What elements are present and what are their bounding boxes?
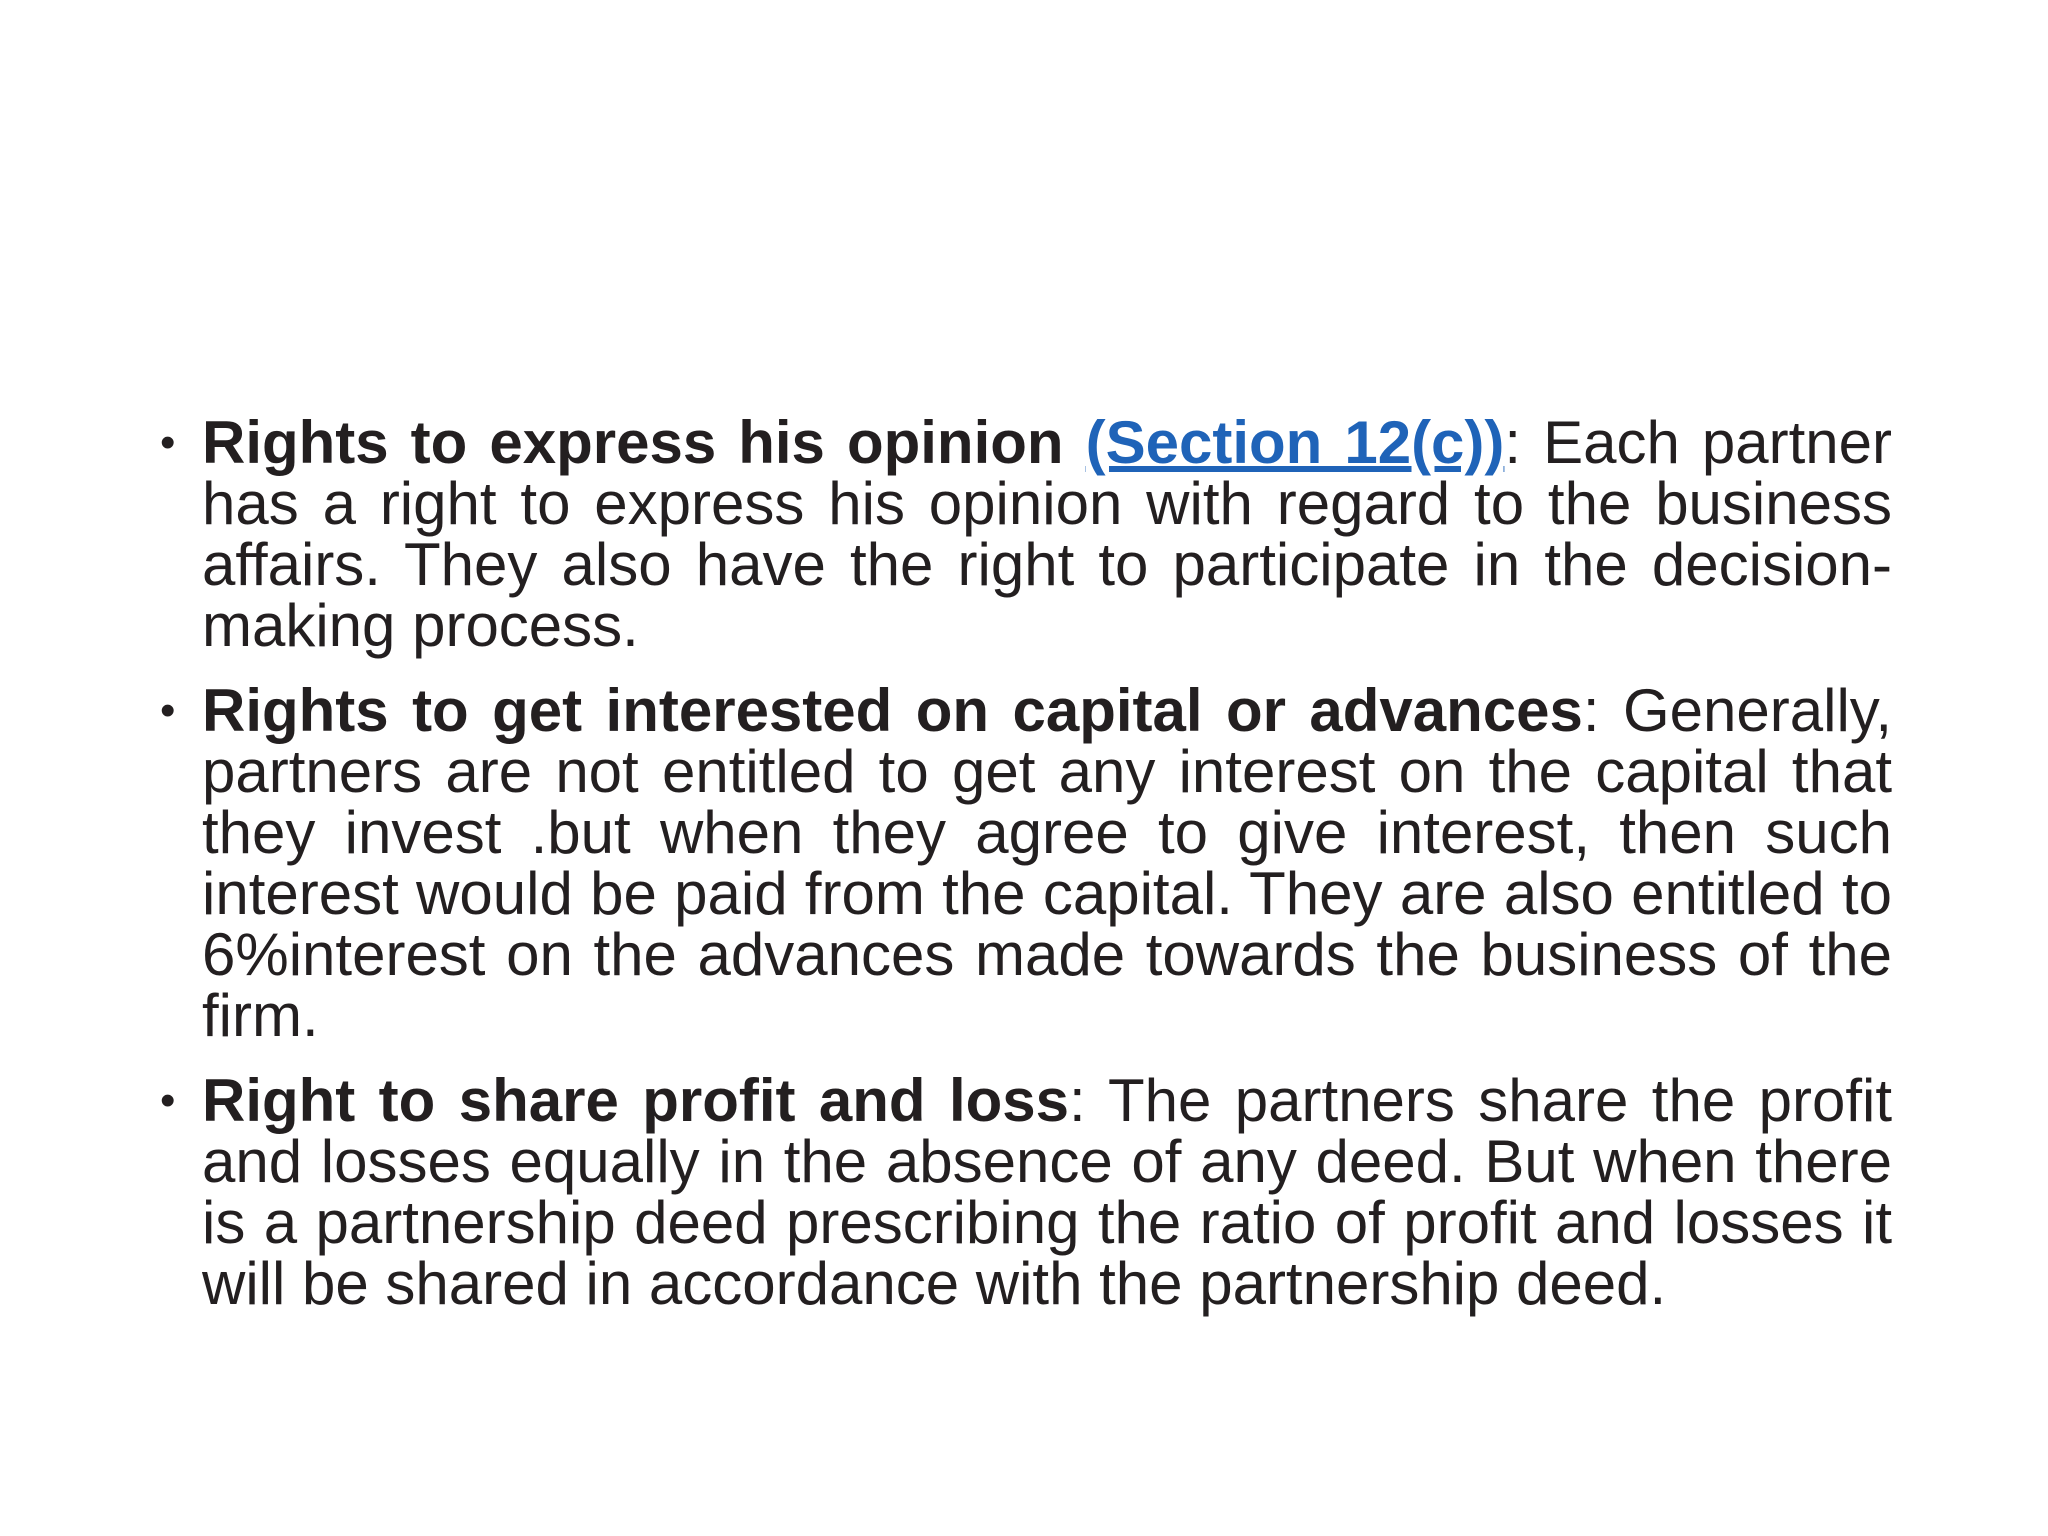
term-separator: : [1069, 1067, 1086, 1134]
bullet-item-interest-capital [160, 677, 1892, 1049]
bullet-item-express-opinion [160, 409, 1892, 659]
section-link[interactable]: (Section 12(c)) [1085, 409, 1505, 476]
term-separator: : [1504, 409, 1522, 476]
bullet-term: Rights to express his opinion [202, 409, 1064, 476]
bullet-body: The partners share the profit and losses equally in the absence of any deed. But when there is a partnership deed prescribing the ratio of profit and losses it will be shared in accordance with the partnership deed. [202, 1067, 1892, 1317]
bullet-icon: • [160, 1076, 176, 1125]
bullet-body: Generally, partners are not entitled to get any interest on the capital that they invest .but when they agree to give interest, then such interest would be paid from the capital. They are also entitled to 6%interest on the advances made towards the business of the firm. [202, 677, 1892, 1049]
bullet-body: Each partner has a right to express his opinion with regard to the business affairs. They also have the right to participate in the decision-making process. [202, 409, 1892, 659]
bullet-item-profit-loss [160, 1067, 1892, 1317]
term-separator: : [1582, 677, 1600, 744]
bullet-icon: • [160, 686, 176, 735]
bullet-term: Right to share profit and loss [202, 1067, 1070, 1134]
bullet-term: Rights to get interested on capital or advances [202, 677, 1583, 744]
bullet-list [160, 409, 1892, 1338]
term-spacer [1064, 409, 1086, 476]
bullet-icon: • [160, 418, 176, 467]
